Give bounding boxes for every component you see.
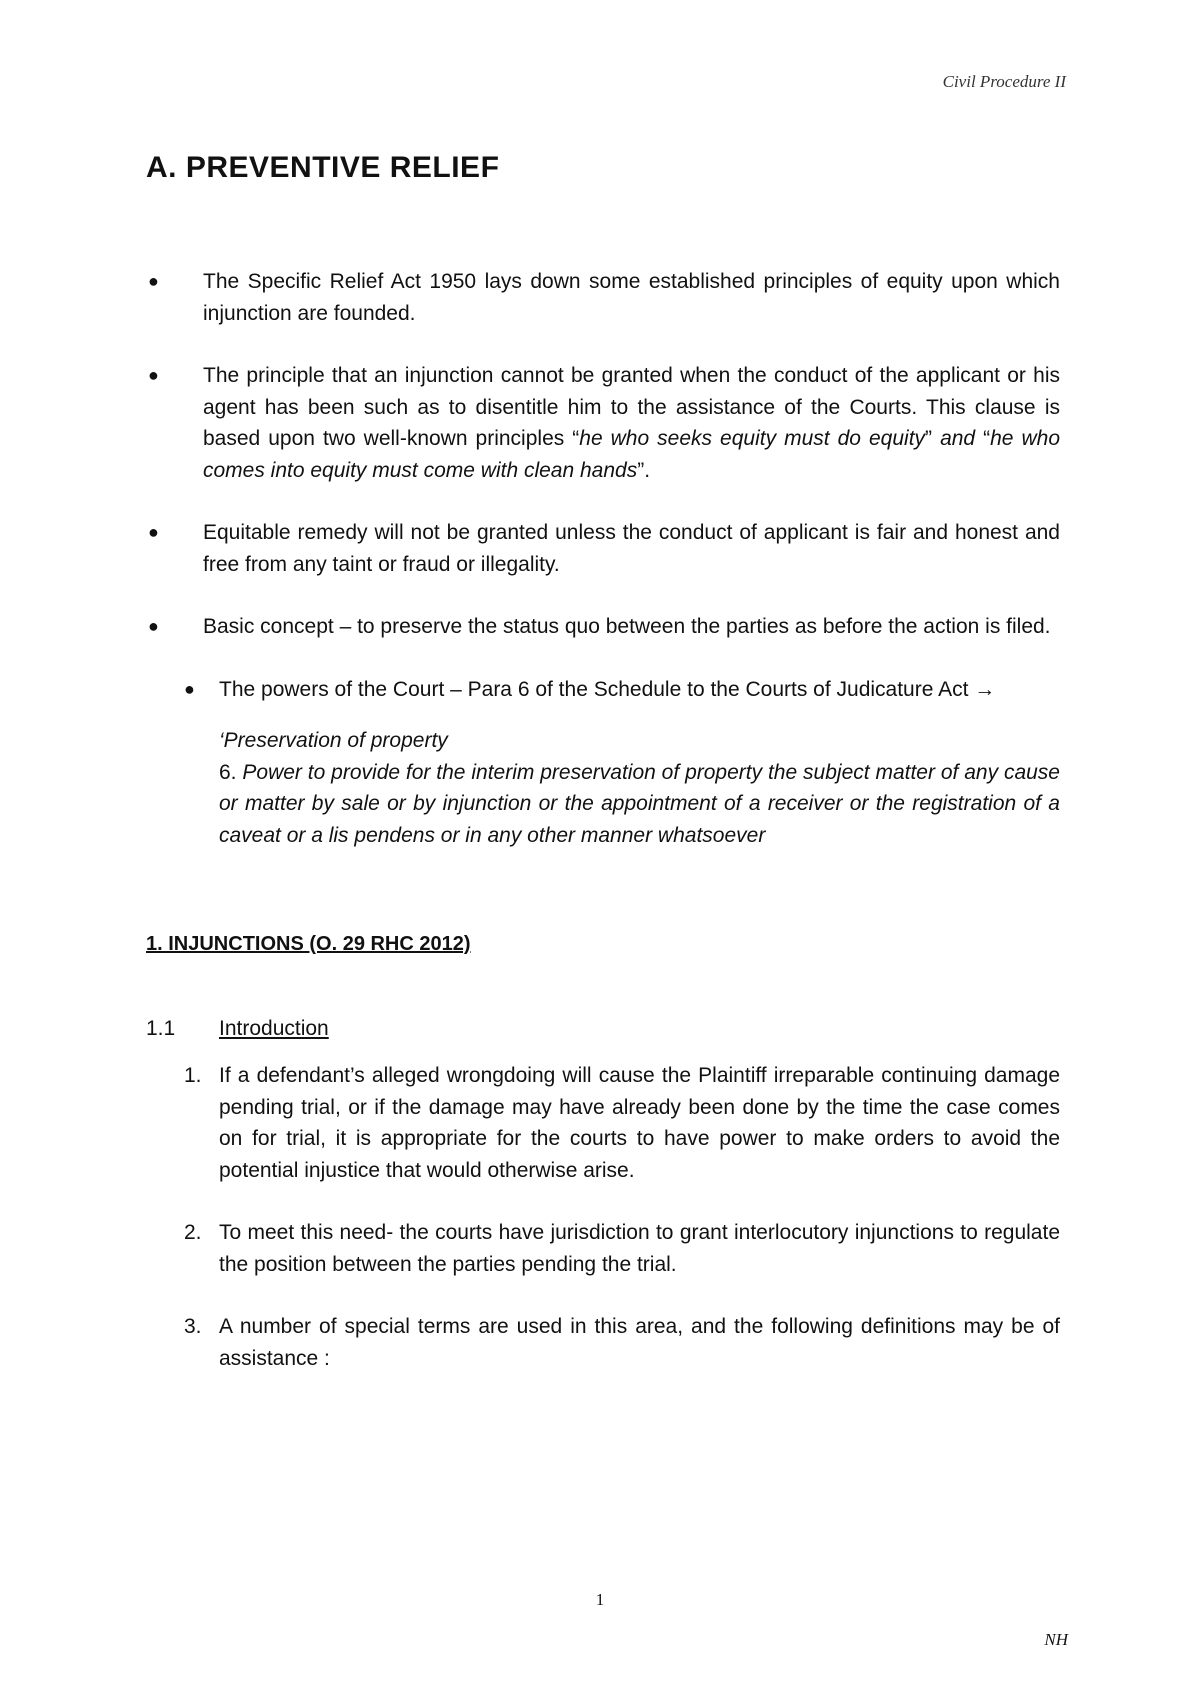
running-header: Civil Procedure II bbox=[942, 72, 1066, 91]
statute-quote bbox=[146, 725, 1060, 851]
bullet-text: The principle that an injunction cannot be granted when the conduct of the applicant or his agent has been such as to disentitle him to the assistance of the Courts. This clause is based upon two well-known principles “he who seeks equity must do equity” and “he who comes into equity must come with clean hands”. bbox=[203, 364, 1061, 482]
item-text: To meet this need- the courts have jurisdiction to grant interlocutory injunctions to regulate the position between the parties pending the trial. bbox=[219, 1221, 1060, 1276]
item-text: If a defendant’s alleged wrongdoing will cause the Plaintiff irreparable continuing damage pending trial, or if the damage may have already been done by the time the case comes on for trial, it is appropriate for the courts to have power to make orders to avoid the potential injustice that would otherwise arise. bbox=[219, 1064, 1060, 1182]
subsection-heading bbox=[146, 1013, 1060, 1044]
page-title: A. PREVENTIVE RELIEF bbox=[146, 151, 500, 184]
bullet-text: Equitable remedy will not be granted unless the conduct of applicant is fair and honest and free from any taint or fraud or illegality. bbox=[203, 521, 1060, 576]
quote-body: 6. Power to provide for the interim preservation of property the subject matter of any cause or matter by sale or by injunction or the appointment of a receiver or the registration of a caveat or a lis pendens or in any other manner whatsoever bbox=[219, 760, 1060, 847]
quote-title: ‘Preservation of property bbox=[219, 729, 448, 752]
maxim-clean-hands: he who comes into equity must come with clean hands bbox=[203, 427, 1061, 482]
numbered-item bbox=[146, 1311, 1060, 1374]
bullet-item bbox=[146, 517, 1060, 580]
page-number: 1 bbox=[595, 1590, 605, 1609]
bullet-text: The Specific Relief Act 1950 lays down some established principles of equity upon which injunction are founded. bbox=[203, 270, 1060, 325]
section-heading: 1. INJUNCTIONS (O. 29 RHC 2012) bbox=[146, 933, 471, 955]
footer-initials: NH bbox=[1044, 1630, 1068, 1649]
bullet-icon: ● bbox=[148, 271, 159, 291]
bullet-item bbox=[146, 611, 1060, 643]
numbered-item bbox=[146, 1060, 1060, 1186]
item-text: A number of special terms are used in this area, and the following definitions may be of assistance : bbox=[219, 1315, 1060, 1370]
bullet-icon: ● bbox=[148, 616, 159, 636]
bullet-item bbox=[146, 360, 1060, 486]
page-content bbox=[146, 148, 1060, 1405]
maxim-equity: he who seeks equity must do equity bbox=[579, 427, 926, 450]
subsection-number: 1.1 bbox=[146, 1017, 176, 1040]
bullet-icon: ● bbox=[184, 678, 195, 699]
sub-bullet-text: The powers of the Court – Para 6 of the Schedule to the Courts of Judicature Act → bbox=[219, 677, 996, 701]
subsection-title: Introduction bbox=[219, 1017, 329, 1040]
item-number: 1. bbox=[184, 1064, 202, 1087]
bullet-item bbox=[146, 266, 1060, 329]
item-number: 3. bbox=[184, 1315, 202, 1338]
bullet-icon: ● bbox=[148, 522, 159, 542]
sub-bullet-item bbox=[146, 674, 1060, 706]
numbered-item bbox=[146, 1217, 1060, 1280]
bullet-icon: ● bbox=[148, 365, 159, 385]
bullet-text: Basic concept – to preserve the status quo between the parties as before the action is filed. bbox=[203, 615, 1051, 638]
item-number: 2. bbox=[184, 1221, 202, 1244]
